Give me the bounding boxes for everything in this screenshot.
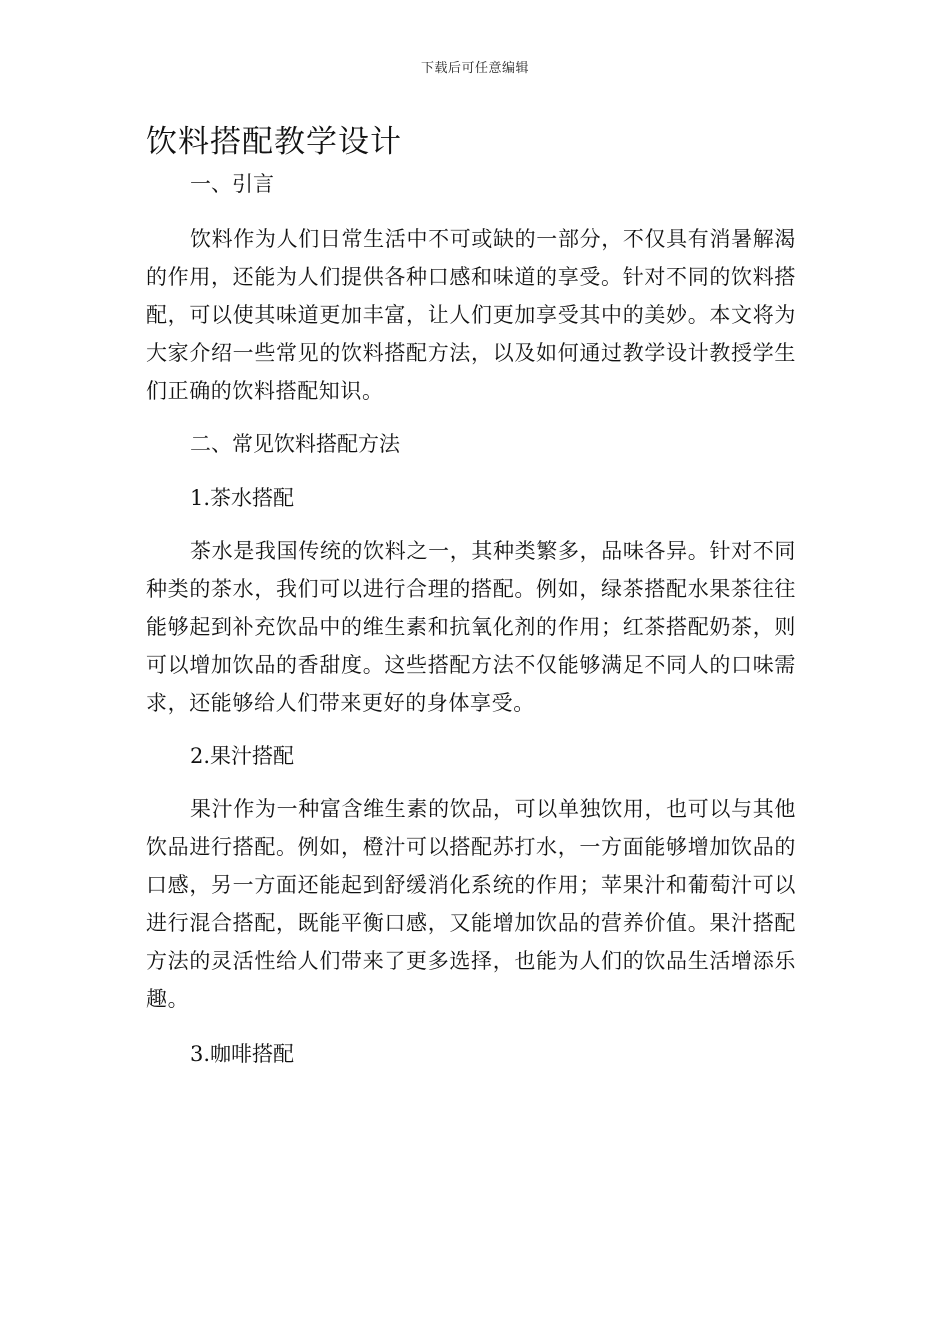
section-heading-common-methods: 二、常见饮料搭配方法 [190,432,400,456]
paragraph-introduction: 饮料作为人们日常生活中不可或缺的一部分，不仅具有消暑解渴的作用，还能为人们提供各种口感和味道的享受。针对不同的饮料搭配，可以使其味道更加丰富，让人们更加享受其中的美妙。本文将为大家介绍一些常见的饮料搭配方法，以及如何通过教学设计教授学生们正确的饮料搭配知识。 [146,227,796,403]
paragraph-tea: 茶水是我国传统的饮料之一，其种类繁多，品味各异。针对不同种类的茶水，我们可以进行合理的搭配。例如，绿茶搭配水果茶往往能够起到补充饮品中的维生素和抗氧化剂的作用；红茶搭配奶茶，则可以增加饮品的香甜度。这些搭配方法不仅能够满足不同人的口味需求，还能够给人们带来更好的身体享受。 [146,539,796,715]
subsection-heading-tea: 1.茶水搭配 [190,486,295,510]
subsection-heading-coffee: 3.咖啡搭配 [190,1042,295,1066]
section-heading-introduction: 一、引言 [190,172,274,196]
header-note: 下载后可任意编辑 [420,61,529,76]
subsection-heading-juice: 2.果汁搭配 [190,744,295,768]
paragraph-juice: 果汁作为一种富含维生素的饮品，可以单独饮用，也可以与其他饮品进行搭配。例如，橙汁可以搭配苏打水，一方面能够增加饮品的口感，另一方面还能起到舒缓消化系统的作用；苹果汁和葡萄汁可以进行混合搭配，既能平衡口感，又能增加饮品的营养价值。果汁搭配方法的灵活性给人们带来了更多选择，也能为人们的饮品生活增添乐趣。 [146,797,796,1011]
document-title: 饮料搭配教学设计 [146,124,402,160]
document-body [146,166,796,1072]
